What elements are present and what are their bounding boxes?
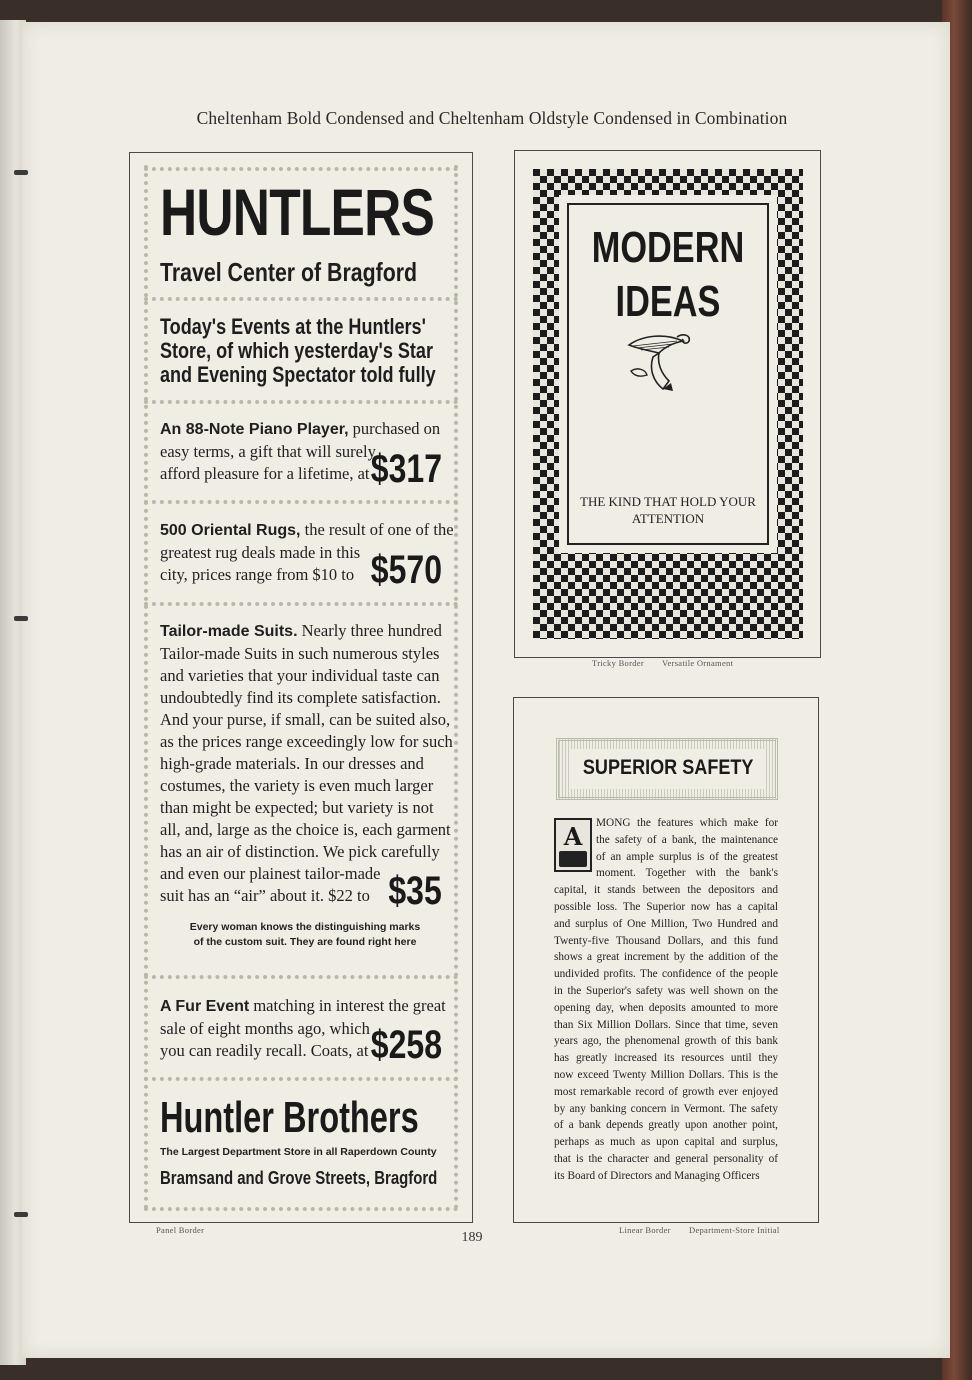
suits-note-line: Every woman knows the distinguishing marks [189, 921, 421, 933]
caption-tricky-border: Tricky Border [592, 658, 644, 668]
suits-item [160, 620, 453, 907]
binding-thread [14, 170, 28, 175]
book-page [22, 22, 950, 1358]
panel-rule [144, 167, 458, 171]
huntlers-advertisement [129, 152, 473, 1223]
modern-ideas-panel [559, 195, 777, 553]
suits-text: costumes, the variety is even much larger [160, 776, 434, 795]
body-line: in the Superior's safety was well shown on the [554, 984, 778, 997]
fur-lead: A Fur Event [160, 998, 250, 1015]
body-line: and surplus of One Million, Two Hundred and [554, 917, 778, 930]
safety-heading-box [556, 738, 778, 800]
caption-versatile-ornament: Versatile Ornament [662, 658, 734, 668]
events-line: Today's Events at the Huntlers' [160, 314, 426, 339]
caption-linear-border: Linear Border [619, 1225, 671, 1235]
body-line: undivided profits. The confidence of the people [554, 968, 778, 981]
fur-price: $258 [370, 1023, 442, 1067]
huntlers-heading: HUNTLERS [160, 175, 435, 249]
caption-department-store-initial: Department-Store Initial [689, 1225, 780, 1235]
caption-panel-border: Panel Border [156, 1225, 205, 1235]
piano-text: purchased on [352, 419, 441, 438]
body-line: has greatly increased its resources until they [554, 1052, 778, 1065]
body-line: now exceed Twenty Million Dollars. This is the [554, 1068, 778, 1081]
ideas-line: IDEAS [615, 277, 721, 326]
huntlers-subtitle: Travel Center of Bragford [160, 257, 418, 287]
body-line: opening day, when deposits amounted to more [554, 1001, 778, 1014]
body-line: of a bank depends greatly upon another point, [554, 1119, 778, 1132]
suits-note [160, 920, 450, 950]
store-tagline: The Largest Department Store in all Raperdown County [160, 1146, 437, 1158]
modern-ideas-tagline [571, 493, 765, 527]
suits-text: Nearly three hundred [301, 621, 442, 640]
quill-scroll-ornament-icon [623, 331, 697, 395]
suits-text: high-grade materials. In our dresses and [160, 754, 424, 773]
suits-lead: Tailor-made Suits. [160, 623, 298, 640]
panel-rule [144, 1077, 458, 1081]
binding-thread [14, 616, 28, 621]
binding-thread [14, 1212, 28, 1217]
suits-text: And your purse, if small, can be suited also, [160, 710, 451, 729]
rugs-lead: 500 Oriental Rugs, [160, 522, 301, 539]
rugs-price: $570 [370, 548, 442, 592]
panel-rule [144, 297, 458, 301]
safety-title: SUPERIOR SAFETY [582, 756, 754, 779]
piano-price: $317 [370, 447, 442, 491]
modern-ideas-advertisement [514, 150, 821, 658]
huntler-brothers-signature: Huntler Brothers [160, 1093, 419, 1142]
superior-safety-advertisement [513, 697, 819, 1223]
body-line: moment. Together with the bank's [596, 867, 778, 880]
panel-rule [144, 602, 458, 606]
body-line: that is the character and general personality of [554, 1152, 778, 1165]
suits-text: all, and, large as the choice is, each garment [160, 820, 451, 839]
body-line: its Board of Directors and Managing Officers [554, 1169, 760, 1182]
events-line: Store, of which yesterday's Star [160, 338, 433, 363]
tagline-line: ATTENTION [631, 511, 705, 526]
initial-letter: A [563, 822, 583, 851]
suits-text: and even our plainest tailor-made [160, 864, 381, 883]
suits-text: Tailor-made Suits in such numerous styles [160, 644, 440, 663]
body-line: most remarkable record of growth ever enjoyed [554, 1085, 778, 1098]
body-line: MONG the features which make for [596, 817, 778, 829]
suits-note-line: of the custom suit. They are found right here [193, 936, 417, 948]
suits-text: undoubtedly find its complete satisfaction. [160, 688, 441, 707]
body-line: possible loss. The Superior now has a capital [554, 900, 778, 913]
events-heading [160, 315, 450, 387]
store-address: Bramsand and Grove Streets, Bragford [160, 1168, 438, 1188]
suits-text: and varieties that your individual taste can [160, 666, 440, 685]
suits-price: $35 [388, 869, 442, 913]
panel-rule [144, 1207, 458, 1211]
safety-heading [569, 749, 765, 789]
body-line: shows a great increment by the addition of the [554, 951, 778, 964]
body-line: Twenty-five Thousand Dollars, and this fund [554, 934, 778, 947]
body-line: years ago, the phenomenal growth of this bank [554, 1035, 778, 1048]
body-line: than Six Million Dollars. Since that time, seven [554, 1018, 778, 1031]
suits-text: as the prices range exceedingly low for such [160, 732, 453, 751]
page-number: 189 [461, 1230, 483, 1245]
body-line: the safety of a bank, the maintenance [596, 833, 778, 846]
events-line: and Evening Spectator told fully [160, 362, 436, 387]
suits-text: has an air of distinction. We pick carefully [160, 842, 440, 861]
piano-lead: An 88-Note Piano Player, [160, 421, 349, 438]
piano-text: easy terms, a gift that will surely [160, 442, 376, 461]
fur-text: you can readily recall. Coats, at [160, 1041, 369, 1060]
rugs-text: city, prices range from $10 to [160, 565, 355, 584]
piano-text: afford pleasure for a lifetime, at [160, 464, 370, 483]
panel-rule [144, 400, 458, 404]
safety-body-text [554, 815, 778, 1185]
fur-text: sale of eight months ago, which [160, 1019, 370, 1038]
modern-ideas-heading [561, 221, 775, 329]
body-line: by any banking concern in Vermont. The safety [554, 1102, 778, 1115]
body-line: of an ample surplus is of the greatest [596, 850, 778, 863]
rugs-text: the result of one of the [304, 520, 454, 539]
body-line: perhaps as much as upon capital and surplus, [554, 1136, 778, 1149]
panel-rule [144, 975, 458, 979]
tagline-line: THE KIND THAT HOLD YOUR [580, 494, 756, 509]
modern-line: MODERN [591, 223, 745, 272]
suits-text: than might be expected; but variety is not [160, 798, 434, 817]
body-line: capital, it stands between the depositors and [554, 884, 778, 897]
rugs-text: greatest rug deals made in this [160, 543, 361, 562]
running-head: Cheltenham Bold Condensed and Cheltenham Oldstyle Condensed in Combination [196, 108, 788, 128]
suits-text: suit has an “air” about it. $22 to [160, 886, 370, 905]
panel-rule [144, 500, 458, 504]
fur-text: matching in interest the great [253, 996, 446, 1015]
